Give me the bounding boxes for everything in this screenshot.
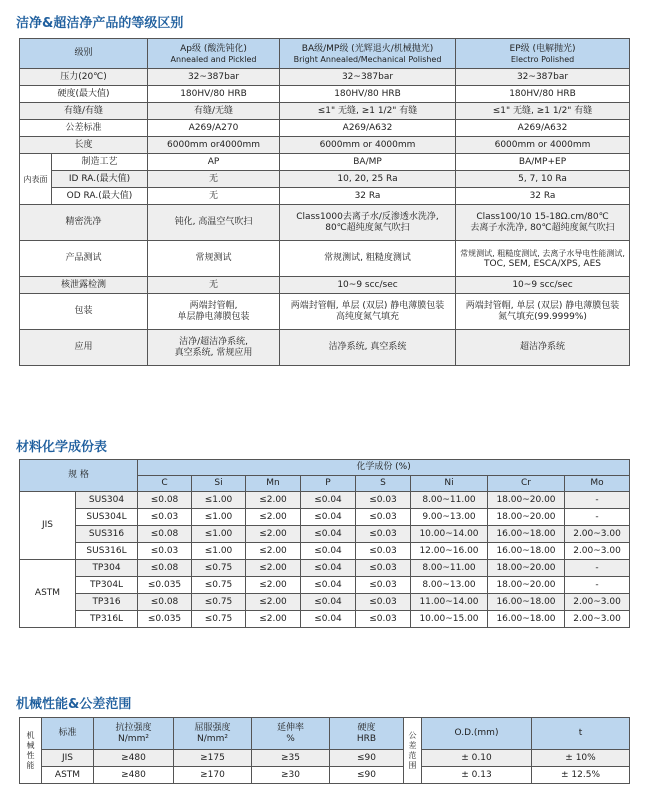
table-cell: ≤0.03 (356, 594, 411, 611)
table-cell: S (356, 476, 411, 492)
table-row (20, 509, 630, 526)
table-cell: 11.00~14.00 (411, 594, 488, 611)
table-row (20, 137, 630, 154)
table-cell: ≤2.00 (246, 577, 301, 594)
table-cell: Mn (246, 476, 301, 492)
table-cell: 10.00~14.00 (411, 526, 488, 543)
spec-header: 规 格 (20, 460, 138, 492)
table-cell: ≤0.03 (356, 560, 411, 577)
table-cell: ≤0.08 (138, 560, 192, 577)
table-cell: BA/MP+EP (456, 154, 630, 171)
table-cell: ≤0.75 (192, 594, 246, 611)
table-cell: ≥480 (94, 750, 174, 767)
table-cell: 16.00~18.00 (488, 543, 565, 560)
table-row (20, 492, 630, 509)
table-cell: ≤0.03 (138, 543, 192, 560)
table-cell: 钝化, 高温空气吹扫 (148, 205, 280, 241)
table-cell: 16.00~18.00 (488, 611, 565, 628)
table-cell: Cr (488, 476, 565, 492)
grade-comparison-table (19, 38, 630, 366)
table-cell: ≤0.035 (138, 577, 192, 594)
section-title-grades: 洁净&超洁净产品的等级区别 (16, 16, 184, 31)
table-cell: 标准 (42, 718, 94, 750)
table-cell: 压力(20℃) (20, 69, 148, 86)
table-cell: SUS304L (76, 509, 138, 526)
section-title-chemistry: 材料化学成份表 (16, 440, 108, 455)
table-row (20, 577, 630, 594)
table-cell: ± 0.10 (422, 750, 532, 767)
table-cell: ≤0.03 (356, 577, 411, 594)
table-cell: 180HV/80 HRB (456, 86, 630, 103)
table-cell: ± 10% (532, 750, 630, 767)
table-cell: ≤0.035 (138, 611, 192, 628)
inner-surface-label: 内表面 (20, 154, 52, 205)
table-cell: ± 0.13 (422, 767, 532, 784)
table-cell: ≤0.08 (138, 492, 192, 509)
table-cell: 6000mm or4000mm (148, 137, 280, 154)
table-cell: ≤0.04 (301, 560, 356, 577)
table-cell: 硬度(最大值) (20, 86, 148, 103)
table-row (20, 86, 630, 103)
table-cell: A269/A632 (456, 120, 630, 137)
table-cell: ≤1" 无缝, ≥1 1/2" 有缝 (456, 103, 630, 120)
table-cell: 32~387bar (456, 69, 630, 86)
table-cell: ASTM (42, 767, 94, 784)
table-cell: 8.00~13.00 (411, 577, 488, 594)
table-cell: 超洁净系统 (456, 330, 630, 366)
table-cell: 产品测试 (20, 241, 148, 277)
table-cell: 5, 7, 10 Ra (456, 171, 630, 188)
table-cell: 有缝/有缝 (20, 103, 148, 120)
table-cell: ≥30 (252, 767, 330, 784)
table-cell: 两端封管帽, 单层 (双层) 静电薄膜包装 高纯度氮气填充 (280, 294, 456, 330)
table-cell: t (532, 718, 630, 750)
table-cell: ≤0.03 (356, 509, 411, 526)
table-cell: 硬度 HRB (330, 718, 404, 750)
table-cell: ≤0.75 (192, 611, 246, 628)
table-cell: 应用 (20, 330, 148, 366)
table-row (20, 171, 630, 188)
table-cell: - (565, 492, 630, 509)
table-row (20, 560, 630, 577)
table-cell: 16.00~18.00 (488, 594, 565, 611)
table-cell: ≤1" 无缝, ≥1 1/2" 有缝 (280, 103, 456, 120)
table-cell: AP (148, 154, 280, 171)
table-cell: Class100/10 15-18Ω.cm/80℃ 去离子水洗净, 80℃超纯度氮气吹扫 (456, 205, 630, 241)
table-cell: 10, 20, 25 Ra (280, 171, 456, 188)
table-cell: 制造工艺 (52, 154, 148, 171)
table-cell: ≤90 (330, 750, 404, 767)
table-cell: 10~9 scc/sec (456, 277, 630, 294)
table-cell: ≥170 (174, 767, 252, 784)
table-cell: ≤2.00 (246, 526, 301, 543)
table-cell: TP304 (76, 560, 138, 577)
table-cell: ≤2.00 (246, 543, 301, 560)
table-cell: 无 (148, 277, 280, 294)
table-cell: 10.00~15.00 (411, 611, 488, 628)
table-cell: - (565, 509, 630, 526)
table-cell: 180HV/80 HRB (280, 86, 456, 103)
table-row (20, 154, 630, 171)
table-cell: 9.00~13.00 (411, 509, 488, 526)
table-cell: ≤0.75 (192, 560, 246, 577)
table-cell: ≤0.03 (138, 509, 192, 526)
table-row (20, 294, 630, 330)
table-row (20, 277, 630, 294)
table-cell: ID RA.(最大值) (52, 171, 148, 188)
mech-label: 机械性能 (20, 718, 42, 784)
table-cell: 6000mm or 4000mm (456, 137, 630, 154)
table-row (20, 330, 630, 366)
table-cell: 有缝/无缝 (148, 103, 280, 120)
table-cell: A269/A270 (148, 120, 280, 137)
header-grade: 级别 (20, 39, 148, 69)
table-cell: Mo (565, 476, 630, 492)
table-cell: 2.00~3.00 (565, 526, 630, 543)
table-cell: 10~9 scc/sec (280, 277, 456, 294)
table-row (20, 594, 630, 611)
tol-label: 公差范围 (404, 718, 422, 784)
table-cell: ≤90 (330, 767, 404, 784)
table-cell: ≥480 (94, 767, 174, 784)
table-cell: 18.00~20.00 (488, 560, 565, 577)
table-cell: 12.00~16.00 (411, 543, 488, 560)
table-cell: 精密洗净 (20, 205, 148, 241)
table-cell: 无 (148, 171, 280, 188)
table-cell: O.D.(mm) (422, 718, 532, 750)
table-cell: ≤2.00 (246, 492, 301, 509)
table-cell: ≥35 (252, 750, 330, 767)
table-cell: 18.00~20.00 (488, 577, 565, 594)
table-cell: 8.00~11.00 (411, 560, 488, 577)
table-row (20, 188, 630, 205)
table-cell: SUS316L (76, 543, 138, 560)
table-row (20, 103, 630, 120)
table-cell: ≤0.03 (356, 543, 411, 560)
standard-jis: JIS (20, 492, 76, 560)
table-cell: SUS304 (76, 492, 138, 509)
table-cell: ≤0.04 (301, 594, 356, 611)
table-cell: JIS (42, 750, 94, 767)
table-cell: ≤0.04 (301, 611, 356, 628)
header-ba: BA级/MP级 (光辉退火/机械抛光) Bright Annealed/Mechanical Polished (280, 39, 456, 69)
table-cell: ≤0.04 (301, 543, 356, 560)
table-cell: 2.00~3.00 (565, 611, 630, 628)
table-cell: OD RA.(最大值) (52, 188, 148, 205)
table-cell: P (301, 476, 356, 492)
table-cell: TP316L (76, 611, 138, 628)
table-cell: 公差标准 (20, 120, 148, 137)
table-cell: ≥175 (174, 750, 252, 767)
table-row (20, 205, 630, 241)
table-cell: 2.00~3.00 (565, 594, 630, 611)
table-cell: 32~387bar (148, 69, 280, 86)
table-cell: A269/A632 (280, 120, 456, 137)
header-ap: Ap级 (酸洗钝化) Annealed and Pickled (148, 39, 280, 69)
table-cell: 180HV/80 HRB (148, 86, 280, 103)
table-row (20, 611, 630, 628)
table-cell: ≤0.03 (356, 611, 411, 628)
standard-astm: ASTM (20, 560, 76, 628)
table-cell: ≤2.00 (246, 611, 301, 628)
table-row (20, 750, 630, 767)
table-cell: - (565, 577, 630, 594)
table-cell: ≤2.00 (246, 594, 301, 611)
table-cell: ≤1.00 (192, 509, 246, 526)
table-cell: 18.00~20.00 (488, 509, 565, 526)
chem-header: 化学成份 (%) (138, 460, 630, 476)
table-cell: TP304L (76, 577, 138, 594)
table-cell: ≤1.00 (192, 543, 246, 560)
table-cell: TP316 (76, 594, 138, 611)
table-cell: ≤0.03 (356, 526, 411, 543)
table-cell: 常规测试 (148, 241, 280, 277)
table-cell: - (565, 560, 630, 577)
table-cell: ≤2.00 (246, 509, 301, 526)
table-cell: ≤0.04 (301, 492, 356, 509)
table-cell: ≤0.04 (301, 509, 356, 526)
table-cell: 32 Ra (456, 188, 630, 205)
table-cell: 2.00~3.00 (565, 543, 630, 560)
table-cell: ≤1.00 (192, 526, 246, 543)
table-row (20, 120, 630, 137)
table-cell: 6000mm or 4000mm (280, 137, 456, 154)
table-cell: ≤0.75 (192, 577, 246, 594)
table-cell: Ni (411, 476, 488, 492)
table-cell: ± 12.5% (532, 767, 630, 784)
table-cell: ≤0.08 (138, 526, 192, 543)
table-cell: 16.00~18.00 (488, 526, 565, 543)
table-cell: ≤0.04 (301, 577, 356, 594)
table-row (20, 543, 630, 560)
table-cell: ≤1.00 (192, 492, 246, 509)
section-title-mechanical: 机械性能&公差范围 (16, 697, 132, 712)
table-cell: 18.00~20.00 (488, 492, 565, 509)
table-cell: 洁净/超洁净系统, 真空系统, 常规应用 (148, 330, 280, 366)
table-cell: 无 (148, 188, 280, 205)
table-cell: Si (192, 476, 246, 492)
table-cell: 两端封管帽, 单层 (双层) 静电薄膜包装 氮气填充(99.9999%) (456, 294, 630, 330)
mechanical-properties-table (19, 717, 630, 784)
table-cell: 洁净系统, 真空系统 (280, 330, 456, 366)
table-cell: Class1000去离子水/反渗透水洗净, 80℃超纯度氮气吹扫 (280, 205, 456, 241)
table-cell: 核泄露检测 (20, 277, 148, 294)
table-row (20, 526, 630, 543)
table-row (20, 69, 630, 86)
table-cell: 两端封管帽, 单层静电薄膜包装 (148, 294, 280, 330)
table-cell: SUS316 (76, 526, 138, 543)
table-cell: 包装 (20, 294, 148, 330)
table-row (20, 241, 630, 277)
table-cell: C (138, 476, 192, 492)
table-cell: ≤0.03 (356, 492, 411, 509)
header-ep: EP级 (电解抛光) Electro Polished (456, 39, 630, 69)
table-cell: 长度 (20, 137, 148, 154)
table-cell: BA/MP (280, 154, 456, 171)
table-cell: 常规测试, 粗糙度测试 (280, 241, 456, 277)
table-cell: ≤2.00 (246, 560, 301, 577)
table-cell: ≤0.04 (301, 526, 356, 543)
chemical-composition-table (19, 459, 630, 628)
table-cell: 32~387bar (280, 69, 456, 86)
table-cell: 屈服强度 N/mm² (174, 718, 252, 750)
table-cell: ≤0.08 (138, 594, 192, 611)
table-cell: 常规测试, 粗糙度测试, 去离子水导电性能测试, TOC, SEM, ESCA/XPS, AES (456, 241, 630, 277)
table-cell: 8.00~11.00 (411, 492, 488, 509)
table-cell: 32 Ra (280, 188, 456, 205)
table-cell: 抗拉强度 N/mm² (94, 718, 174, 750)
table-cell: 延伸率 % (252, 718, 330, 750)
table-row (20, 767, 630, 784)
